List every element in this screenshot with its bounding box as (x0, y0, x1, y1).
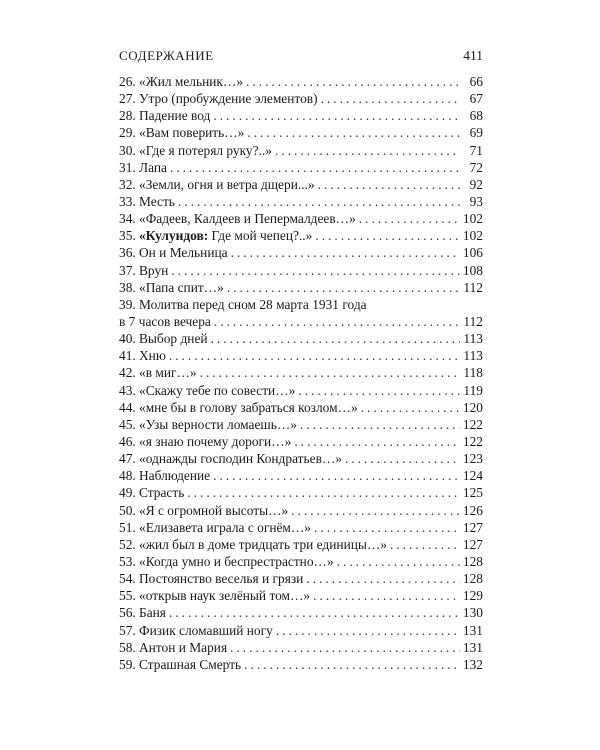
toc-entry-title-text: «Папа спит…» (139, 279, 224, 295)
toc-entry-title (139, 364, 197, 381)
toc-entry-title-text: «Фадеев, Калдеев и Пепермалдеев…» (139, 211, 356, 227)
toc-entry (119, 227, 483, 244)
toc-entry-number: 30. (119, 142, 136, 158)
toc-entry-number: 29. (119, 125, 136, 141)
toc-entry-number: 28. (119, 108, 136, 124)
toc-entry (119, 296, 483, 330)
toc-entry (119, 210, 483, 227)
toc-entry (119, 73, 483, 90)
toc-entry-number: 31. (119, 159, 136, 175)
toc-entry-page: 67 (469, 91, 483, 107)
toc-entry-title-text: «Жил мельник…» (139, 74, 244, 89)
toc-entry (119, 176, 483, 193)
toc-entry-line (119, 502, 483, 519)
toc-entry-line (119, 587, 483, 604)
toc-entry-title-text: Врун (139, 262, 169, 278)
toc-entry-title-text: Месть (139, 193, 175, 209)
dot-leader (313, 587, 460, 604)
toc-entry-line (119, 227, 483, 244)
toc-entry (119, 279, 483, 296)
toc-entry-page: 119 (463, 382, 483, 398)
dot-leader (247, 124, 460, 141)
toc-entry-title-text: «я знаю почему дороги…» (139, 433, 292, 449)
toc-entry-line (119, 416, 483, 433)
toc-entry-title-text: «Елизавета играла с огнём…» (139, 519, 311, 535)
toc-entry-line (119, 210, 483, 227)
toc-entry (119, 399, 483, 416)
toc-entry-title-text: «Земли, огня и ветра дщери...» (139, 176, 315, 192)
toc-entry-line (119, 73, 483, 90)
toc-entry (119, 124, 483, 141)
toc-entry-line (119, 279, 483, 296)
toc-entry-title (139, 536, 387, 553)
toc-entry-first-line (119, 296, 367, 313)
toc-entry-title-text: «Узы верности ломаешь…» (139, 416, 297, 432)
dot-leader (359, 210, 460, 227)
toc-entry-page: 127 (462, 519, 483, 535)
toc-entry-title (139, 622, 273, 639)
toc-entry (119, 656, 483, 673)
toc-entry-page: 128 (462, 553, 483, 569)
toc-entry-number: 49. (119, 485, 136, 501)
toc-entry-page: 126 (462, 502, 483, 518)
toc-entry-number: 48. (119, 468, 136, 484)
dot-leader (213, 107, 460, 124)
toc-entry-title (139, 399, 358, 416)
dot-leader (170, 159, 460, 176)
toc-entry (119, 330, 483, 347)
toc-entry-title-text: Выбор дней (139, 331, 208, 347)
toc-entry-page: 122 (462, 416, 483, 432)
toc-entry-number: 54. (119, 571, 136, 587)
toc-entry-title-text: Хню (139, 348, 166, 364)
toc-entry-line (119, 553, 483, 570)
toc-entry-title-text: Падение вод (139, 108, 211, 124)
toc-entry (119, 107, 483, 124)
toc-entry-page: 112 (463, 279, 483, 295)
toc-entry-line (119, 433, 483, 450)
toc-entry-number: 39. (119, 296, 136, 312)
toc-entry (119, 536, 483, 553)
toc-entry-title-text: Он и Мельница (139, 245, 228, 261)
toc-entry-title (139, 656, 241, 673)
toc-entry-title (139, 176, 315, 193)
dot-leader (298, 382, 460, 399)
dot-leader (246, 73, 460, 90)
toc-entry-line (119, 364, 483, 381)
toc-entry-page: 106 (462, 245, 483, 261)
toc-entry-title-text: Наблюдение (139, 468, 211, 484)
toc-entry-line (119, 570, 483, 587)
toc-entry-title (139, 450, 342, 467)
toc-entry-title (139, 159, 167, 176)
dot-leader (231, 244, 460, 261)
toc-entry-number: 38. (119, 279, 136, 295)
toc-entry (119, 570, 483, 587)
toc-entry-number: 35. (119, 228, 136, 244)
toc-entry-title-text: «жил был в доме тридцать три единицы…» (139, 536, 387, 552)
toc-entry-line (119, 176, 483, 193)
toc-entry-title (139, 142, 272, 159)
toc-entry-title-text: Утро (пробуждение элементов) (139, 91, 318, 107)
toc-entry-page: 120 (462, 399, 483, 415)
toc-entry-line (119, 604, 483, 621)
toc-entry (119, 433, 483, 450)
toc-entry (119, 484, 483, 501)
dot-leader (214, 313, 460, 330)
toc-entry-title (139, 124, 244, 141)
toc-entry-number: 55. (119, 588, 136, 604)
toc-entry (119, 262, 483, 279)
toc-entry-number: 42. (119, 365, 136, 381)
toc-entry-page: 112 (463, 313, 483, 329)
toc-entry-line (119, 347, 483, 364)
dot-leader (230, 639, 460, 656)
dot-leader (291, 502, 460, 519)
toc-entry (119, 382, 483, 399)
toc-entry-line (119, 622, 483, 639)
dot-leader (169, 347, 460, 364)
toc-entry-title (139, 587, 310, 604)
toc-entry-title (139, 347, 166, 364)
toc-entry (119, 347, 483, 364)
dot-leader (300, 416, 460, 433)
toc-entry-line (119, 467, 483, 484)
toc-entry (119, 364, 483, 381)
toc-entry-title-continued: в 7 часов вечера (119, 313, 211, 329)
running-header (119, 48, 483, 68)
toc-entry-number: 45. (119, 416, 136, 432)
toc-entry-number: 56. (119, 605, 136, 621)
toc-entry (119, 467, 483, 484)
dot-leader (315, 227, 460, 244)
toc-entry (119, 502, 483, 519)
toc-entry-number: 36. (119, 245, 136, 261)
dot-leader (187, 484, 460, 501)
toc-entry-page: 102 (462, 211, 483, 227)
toc-entry-page: 113 (463, 348, 483, 364)
toc-entry-number: 41. (119, 348, 136, 364)
toc-entry-title-text: «однажды господин Кондратьев…» (139, 451, 342, 467)
toc-entry-number: 46. (119, 433, 136, 449)
dot-leader (337, 553, 460, 570)
toc-entry-title-text: «Скажу тебе по совести…» (139, 382, 296, 398)
toc-entry-title (139, 382, 295, 399)
toc-entry-number: 47. (119, 451, 136, 467)
toc-entry-page: 68 (469, 108, 483, 124)
toc-entry-line (119, 519, 483, 536)
toc-entry (119, 416, 483, 433)
toc-entry-page: 131 (462, 622, 483, 638)
toc-entry-title: Молитва перед сном 28 марта 1931 года (139, 296, 367, 312)
toc-entry-page: 127 (462, 536, 483, 552)
toc-entry-line (119, 124, 483, 141)
dot-leader (171, 262, 460, 279)
toc-entry-number: 27. (119, 91, 136, 107)
toc-entry-page: 125 (462, 485, 483, 501)
toc-entry-title (139, 73, 243, 90)
toc-entry-number: 44. (119, 399, 136, 415)
toc-entry (119, 159, 483, 176)
toc-entry-number: 53. (119, 553, 136, 569)
toc-entry-title (139, 262, 168, 279)
header-title: СОДЕРЖАНИЕ (119, 48, 214, 63)
toc-entry-title (139, 639, 227, 656)
toc-entry-page: 131 (462, 639, 483, 655)
toc-entry-line (119, 159, 483, 176)
toc-entry-title-text: «Когда умно и беспрестрастно…» (139, 553, 334, 569)
header-page-number: 411 (463, 48, 483, 63)
toc-entry-title-text: «Вам поверить…» (139, 125, 245, 141)
toc-entry-title-text: «Где я потерял руку?..» (139, 142, 272, 158)
toc-entry-number: 37. (119, 262, 136, 278)
toc-entry-page: 93 (469, 193, 483, 209)
dot-leader (294, 433, 460, 450)
toc-entry-title (139, 210, 356, 227)
toc-entry-title-text: Страсть (139, 485, 185, 501)
toc-entry-title (139, 433, 291, 450)
toc-entry-number: 40. (119, 331, 136, 347)
dot-leader (390, 536, 460, 553)
toc-entry-page: 71 (469, 142, 483, 158)
toc-entry-page: 129 (462, 588, 483, 604)
toc-entry (119, 142, 483, 159)
toc-entry-line (119, 244, 483, 261)
dot-leader (314, 519, 460, 536)
dot-leader (345, 450, 460, 467)
toc-entry-page: 124 (462, 468, 483, 484)
dot-leader (275, 142, 460, 159)
dot-leader (213, 467, 460, 484)
toc-entry-line (119, 656, 483, 673)
dot-leader (318, 176, 460, 193)
toc-entry-number: 34. (119, 211, 136, 227)
toc-entry-page: 113 (463, 331, 483, 347)
toc-entry-title-text: Постоянство веселья и грязи (139, 571, 304, 587)
toc-entry-title (139, 519, 311, 536)
toc-entry-line (119, 382, 483, 399)
toc-entry-page: 72 (469, 159, 483, 175)
toc-entry-number: 26. (119, 74, 136, 89)
toc-entry-line (119, 142, 483, 159)
toc-entry-number: 32. (119, 176, 136, 192)
toc-entry-title (139, 604, 166, 621)
toc-entry (119, 450, 483, 467)
dot-leader (306, 570, 460, 587)
toc-entry-title (139, 193, 175, 210)
toc-entry-number: 43. (119, 382, 136, 398)
toc-entry-page: 66 (469, 74, 483, 89)
table-of-contents (119, 73, 483, 673)
toc-entry-title (139, 90, 318, 107)
toc-entry-page: 132 (462, 656, 483, 672)
toc-entry-title-text: Страшная Смерть (139, 656, 242, 672)
toc-entry (119, 193, 483, 210)
toc-entry-title-text: «мне бы в голову забраться козлом…» (139, 399, 358, 415)
toc-entry-line (119, 399, 483, 416)
toc-entry-page: 102 (462, 228, 483, 244)
toc-entry-title-text: Лапа (139, 159, 167, 175)
toc-entry-title-text: Где мой чепец?..» (208, 228, 313, 244)
toc-entry (119, 90, 483, 107)
toc-entry-title-text: «в миг…» (139, 365, 197, 381)
toc-entry-title (139, 279, 224, 296)
toc-entry-title-text: «Я с огромной высоты…» (139, 502, 289, 518)
toc-entry-page: 92 (469, 176, 483, 192)
toc-entry-line (119, 193, 483, 210)
toc-entry-number: 52. (119, 536, 136, 552)
toc-entry-page: 130 (462, 605, 483, 621)
toc-entry-title (139, 570, 303, 587)
toc-entry (119, 622, 483, 639)
toc-entry-page: 122 (462, 433, 483, 449)
toc-entry-number: 33. (119, 193, 136, 209)
toc-entry-title (139, 467, 210, 484)
toc-entry-title-text: Баня (139, 605, 166, 621)
toc-entry-number: 57. (119, 622, 136, 638)
toc-entry-line (119, 313, 483, 330)
toc-entry-line (119, 484, 483, 501)
toc-entry-page: 128 (462, 571, 483, 587)
toc-entry (119, 244, 483, 261)
toc-entry-line (119, 450, 483, 467)
toc-entry (119, 639, 483, 656)
toc-entry-title (139, 416, 297, 433)
dot-leader (276, 622, 460, 639)
toc-entry-line (119, 107, 483, 124)
dot-leader (169, 604, 460, 621)
toc-entry (119, 604, 483, 621)
toc-entry (119, 553, 483, 570)
toc-entry-title (139, 553, 334, 570)
toc-entry-number: 51. (119, 519, 136, 535)
toc-entry-line (119, 330, 483, 347)
dot-leader (361, 399, 460, 416)
toc-entry (119, 519, 483, 536)
toc-entry-line (119, 639, 483, 656)
toc-entry (119, 587, 483, 604)
toc-entry-title (139, 227, 312, 244)
toc-entry-title (139, 244, 228, 261)
toc-entry-number: 50. (119, 502, 136, 518)
dot-leader (321, 90, 460, 107)
toc-entry-title (139, 484, 184, 501)
toc-entry-line (119, 90, 483, 107)
dot-leader (244, 656, 460, 673)
toc-entry-number: 58. (119, 639, 136, 655)
toc-entry-line (119, 536, 483, 553)
toc-entry-line (119, 262, 483, 279)
toc-entry-title-text: Антон и Мария (139, 639, 228, 655)
toc-entry-title (139, 107, 210, 124)
dot-leader (178, 193, 460, 210)
dot-leader (227, 279, 460, 296)
toc-entry-title-text: «открыв наук зелёный том…» (139, 588, 311, 604)
toc-entry-page: 118 (463, 365, 483, 381)
toc-entry-title-text: Физик сломавший ногу (139, 622, 273, 638)
toc-entry-page: 123 (462, 451, 483, 467)
toc-entry-page: 108 (462, 262, 483, 278)
toc-entry-page: 69 (469, 125, 483, 141)
toc-entry-title (139, 502, 288, 519)
dot-leader (211, 330, 460, 347)
toc-entry-number: 59. (119, 656, 136, 672)
toc-entry-title-bold: «Кулундов: (139, 228, 209, 244)
toc-entry-title (139, 330, 208, 347)
dot-leader (200, 364, 460, 381)
